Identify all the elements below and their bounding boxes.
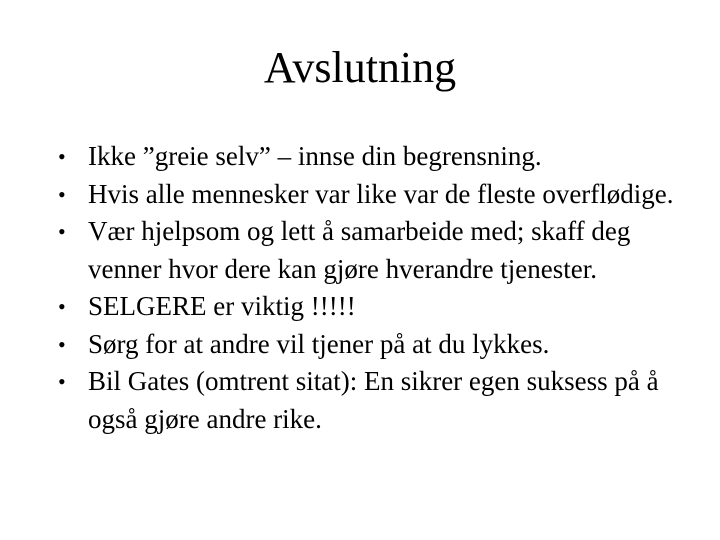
bullet-text: Ikke ”greie selv” – innse din begrensning. (88, 141, 542, 171)
bullet-text: Bil Gates (omtrent sitat): En sikrer egen suksess på å også gjøre andre rike. (88, 366, 659, 434)
bullet-icon: • (58, 144, 66, 169)
bullet-text: Hvis alle mennesker var like var de fleste overflødige. (88, 178, 674, 209)
bullet-text: Sørg for at andre vil tjener på at du lykkes. (88, 328, 550, 359)
bullet-item (58, 213, 688, 288)
bullet-icon: • (58, 219, 66, 244)
bullet-icon: • (58, 369, 66, 394)
bullet-list (58, 138, 688, 438)
bullet-item (58, 363, 688, 438)
bullet-item (58, 288, 688, 326)
bullet-item (58, 138, 688, 176)
bullet-item (58, 326, 688, 364)
bullet-icon: • (58, 331, 66, 357)
bullet-text: SELGERE er viktig !!!!! (88, 291, 356, 321)
bullet-item (58, 176, 688, 214)
bullet-icon: • (58, 181, 66, 207)
bullet-icon: • (58, 294, 66, 319)
bullet-text: Vær hjelpsom og lett å samarbeide med; skaff deg venner hvor dere kan gjøre hverandre tjenester. (88, 216, 631, 284)
slide-title: Avslutning (263, 43, 457, 92)
